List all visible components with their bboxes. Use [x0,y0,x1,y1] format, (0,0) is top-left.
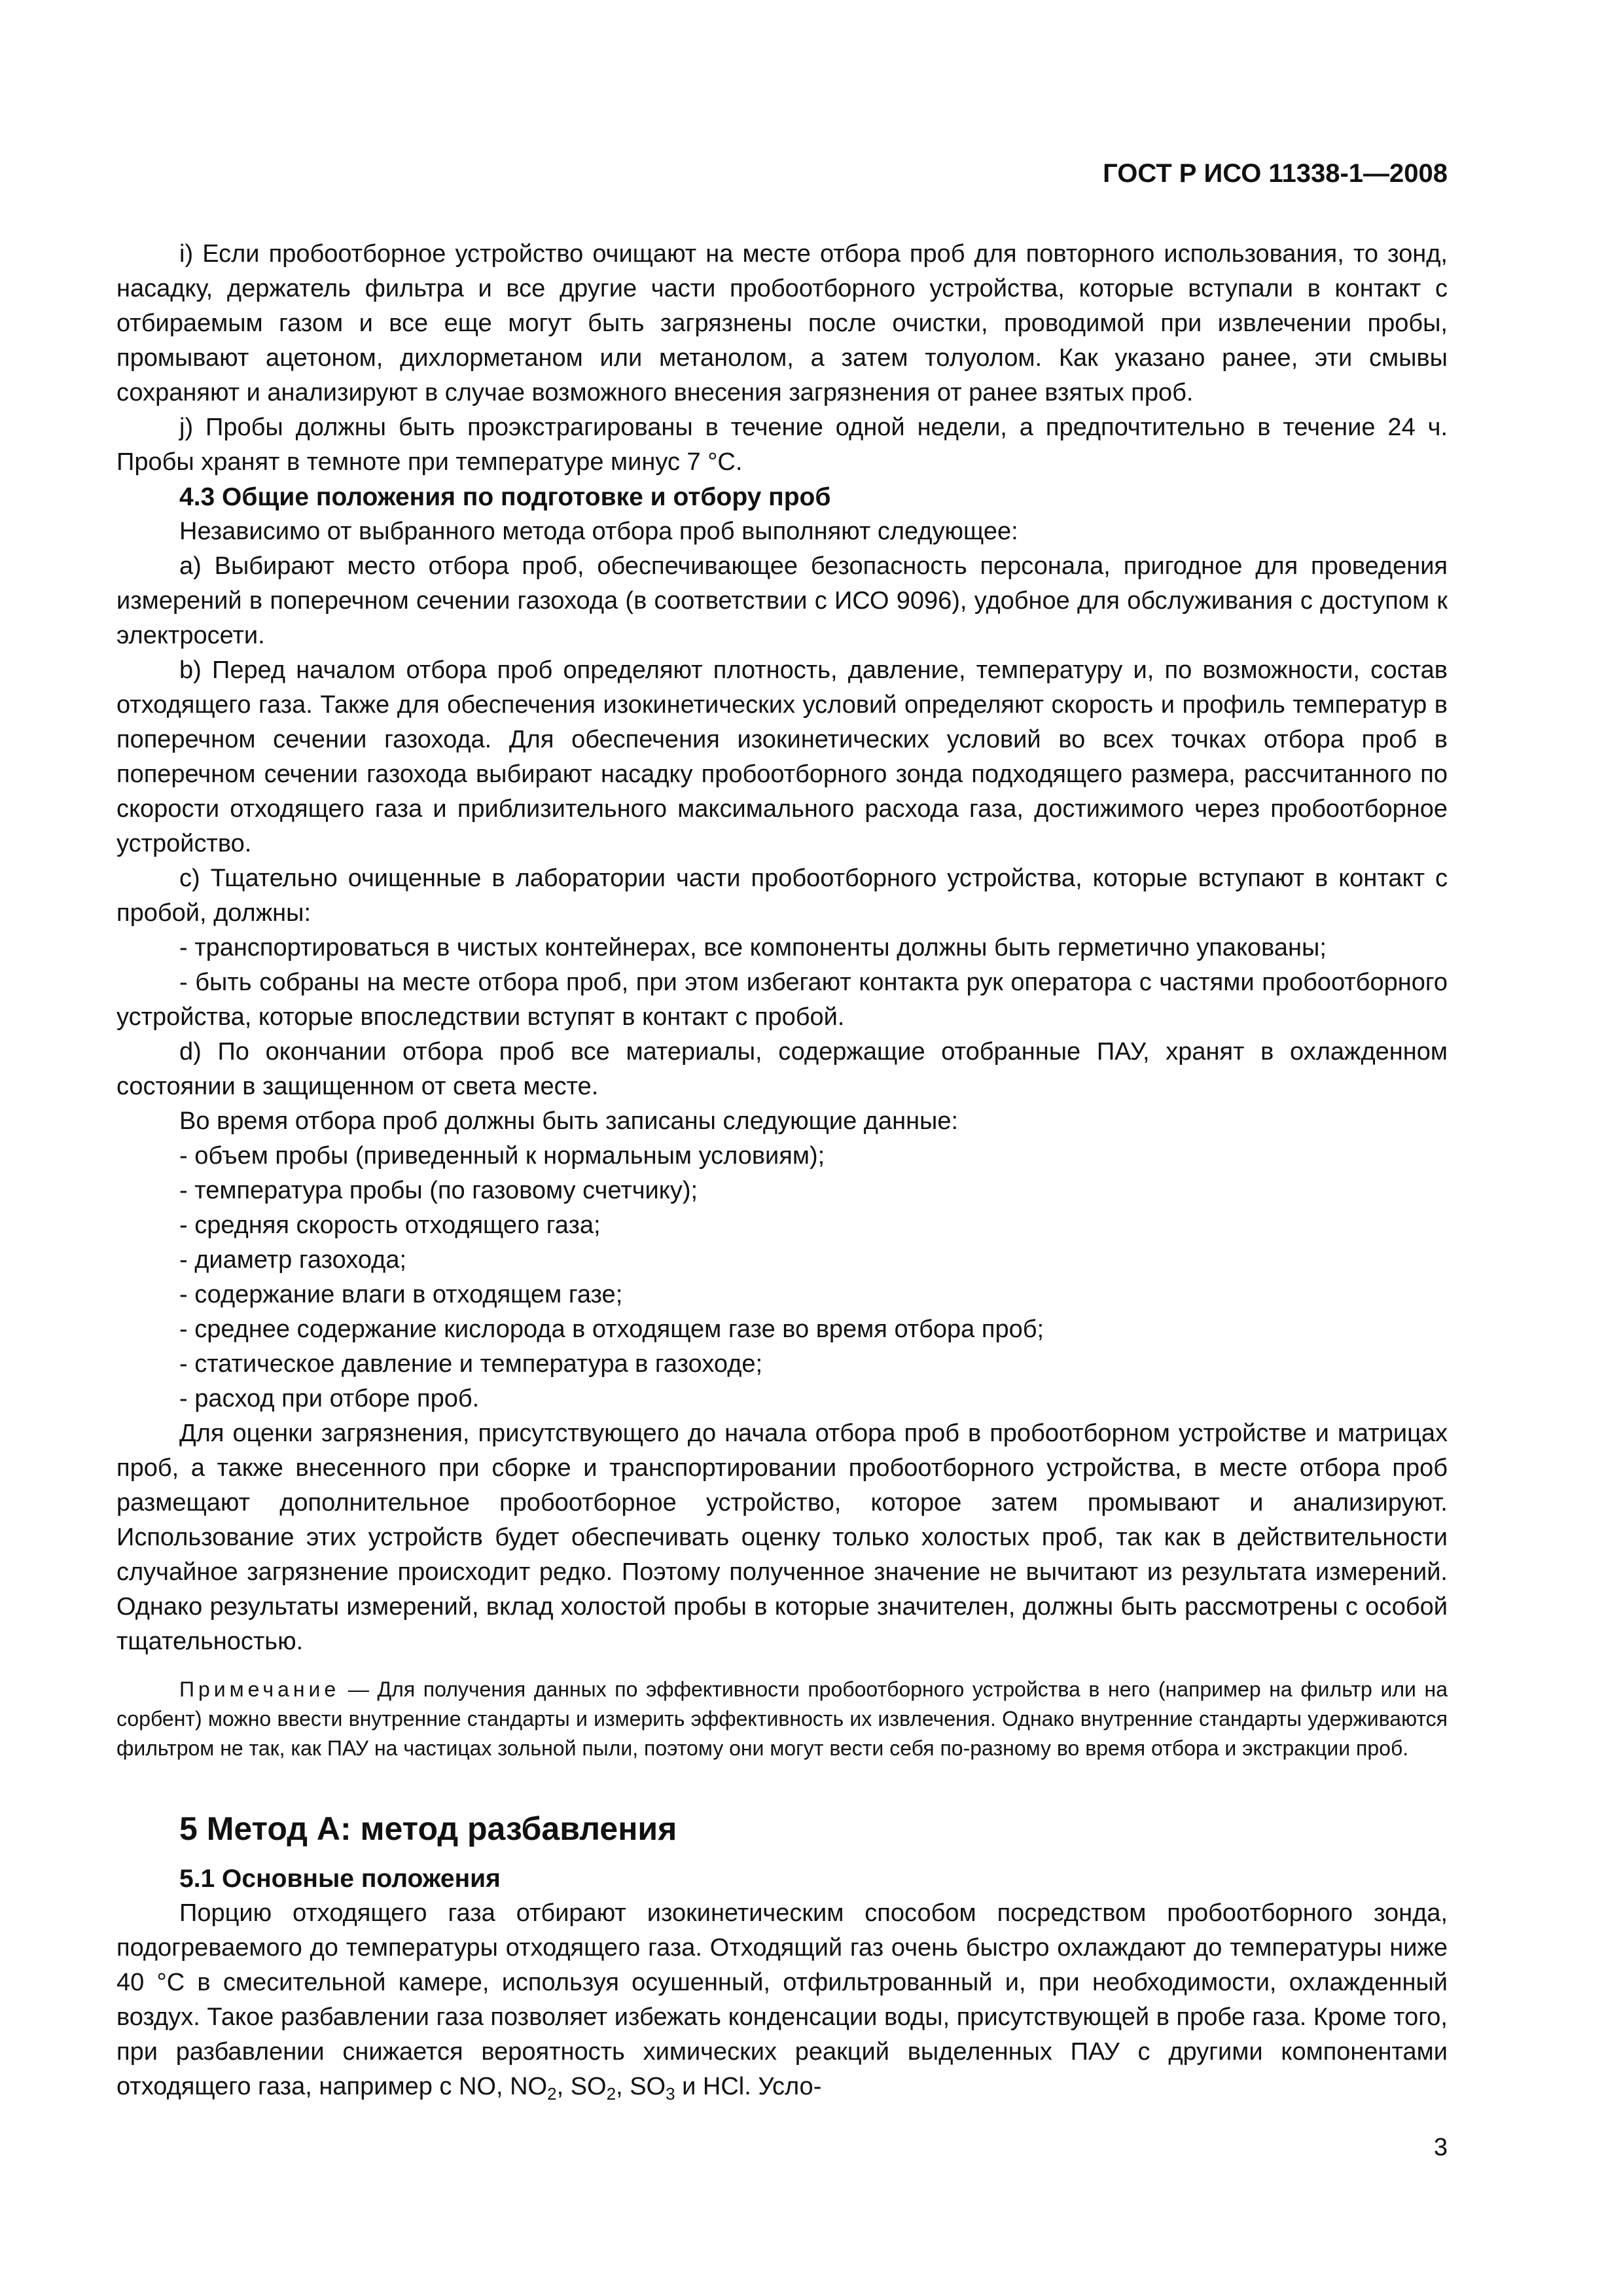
paragraph-item-j: j) Пробы должны быть проэкстрагированы в течение одной недели, а предпочтительно в течение 24 ч. Пробы хранят в темноте при температуре минус 7 °С. [116,414,1448,476]
paragraph-item-d: d) По окончании отбора проб все материалы, содержащие отобранные ПАУ, хранят в охлажденном состоянии в защищенном от света месте. [116,1038,1448,1100]
paragraph-item-b: b) Перед началом отбора проб определяют плотность, давление, температуру и, по возможности, состав отходящего газа. Также для обеспечения изокинетических условий определяют скорость и профиль температур в поперечном сечении газохода. Для обеспечения изокинетических условий во всех точках отбора проб в поперечном сечении газохода выбирают насадку пробоотборного зонда подходящего размера, рассчитанного по скорости отходящего газа и приблизительного максимального расхода газа, достижимого через пробоотборное устройство. [116,656,1448,857]
list-item: - объем пробы (приведенный к нормальным условиям); [179,1142,825,1170]
paragraph-blank-samples: Для оценки загрязнения, присутствующего до начала отбора проб в пробоотборном устройстве и матрицах проб, а также внесенного при сборке и транспортировании пробоотборного устройства, в месте отбора проб размещают дополнительное пробоотборное устройство, которое затем промывают и анализируют. Использование этих устройств будет обеспечивать оценку только холостых проб, так как в действительности случайное загрязнение происходит редко. Поэтому полученное значение не вычитают из результата измерений. Однако результаты измерений, вклад холостой пробы в которые значителен, должны быть рассмотрены с особой тщательностью. [116,1420,1448,1655]
paragraph-intro: Независимо от выбранного метода отбора проб выполняют следующее: [179,518,1018,545]
paragraph-5-1-tail: и HCl. Усло- [675,2073,822,2100]
document-code-header: ГОСТ Р ИСО 11338-1—2008 [1103,159,1448,188]
list-item: - статическое давление и температура в газоходе; [179,1350,763,1378]
paragraph-item-c-dash-1: - транспортироваться в чистых контейнерах, все компоненты должны быть герметично упакованы; [179,934,1327,961]
note-text: — Для получения данных по эффективности пробоотборного устройства в него (например на фильтр или на сорбент) можно ввести внутренние стандарты и измерить эффективность их извлечения. Однако внутренние стандарты удерживаются фильтром не так, как ПАУ на частицах зольной пыли, поэтому они могут вести себя по-разному во время отбора и экстракции проб. [116,1677,1448,1760]
subscript-no2: 2 [547,2084,557,2104]
paragraph-item-c-dash-2: - быть собраны на месте отбора проб, при этом избегают контакта рук оператора с частями пробоотборного устройства, которые впоследствии вступят в контакт с пробой. [116,969,1448,1031]
paragraph-item-a: a) Выбирают место отбора проб, обеспечивающее безопасность персонала, пригодное для проведения измерений в поперечном сечении газохода (в соответствии с ИСО 9096), удобное для обслуживания с доступом к электросети. [116,552,1448,649]
separator-so3: , SO [616,2073,666,2100]
paragraph-record-intro: Во время отбора проб должны быть записаны следующие данные: [179,1107,959,1135]
subscript-so2: 2 [606,2084,616,2104]
list-item: - диаметр газохода; [179,1246,407,1274]
subscript-so3: 3 [666,2084,675,2104]
section-heading-4-3: 4.3 Общие положения по подготовке и отбору проб [179,483,831,511]
page-number: 3 [1433,2134,1448,2161]
paragraph-item-c: c) Тщательно очищенные в лаборатории части пробоотборного устройства, которые вступают в контакт с пробой, должны: [116,865,1448,927]
document-page [116,0,1448,2296]
list-item: - расход при отборе проб. [179,1385,480,1412]
page-content [116,237,1448,2104]
separator-so2: , SO [556,2073,607,2100]
record-list [116,1139,1448,1416]
paragraph-item-i: i) Если пробоотборное устройство очищают на месте отбора проб для повторного использования, то зонд, насадку, держатель фильтра и все другие части пробоотборного устройства, которые вступали в контакт с отбираемым газом и все еще могут быть загрязнены после очистки, проводимой при извлечении пробы, промывают ацетоном, дихлорметаном или метанолом, а затем толуолом. Как указано ранее, эти смывы сохраняют и анализируют в случае возможного внесения загрязнения от ранее взятых проб. [116,240,1448,406]
paragraph-5-1-body [116,1896,1448,2104]
list-item: - температура пробы (по газовому счетчику); [179,1177,698,1204]
note-label: Примечание [179,1677,340,1701]
list-item: - содержание влаги в отходящем газе; [179,1281,623,1308]
list-item: - среднее содержание кислорода в отходящем газе во время отбора проб; [179,1316,1044,1343]
section-heading-5-1: 5.1 Основные положения [179,1865,501,1893]
note-paragraph [116,1675,1448,1763]
paragraph-5-1-text: Порцию отходящего газа отбирают изокинетическим способом посредством пробоотборного зонда, подогреваемого до температуры отходящего газа. Отходящий газ очень быстро охлаждают до температуры ниже 40 °С в смесительной камере, используя осушенный, отфильтрованный и, при необходимости, охлажденный воздух. Такое разбавлении газа позволяет избежать конденсации воды, присутствующей в пробе газа. Кроме того, при разбавлении снижается вероятность химических реакций выделенных ПАУ с другими компонентами отходящего газа, например с NO, NO [116,1899,1448,2100]
list-item: - средняя скорость отходящего газа; [179,1211,601,1239]
section-heading-5: 5 Метод А: метод разбавления [179,1810,677,1847]
